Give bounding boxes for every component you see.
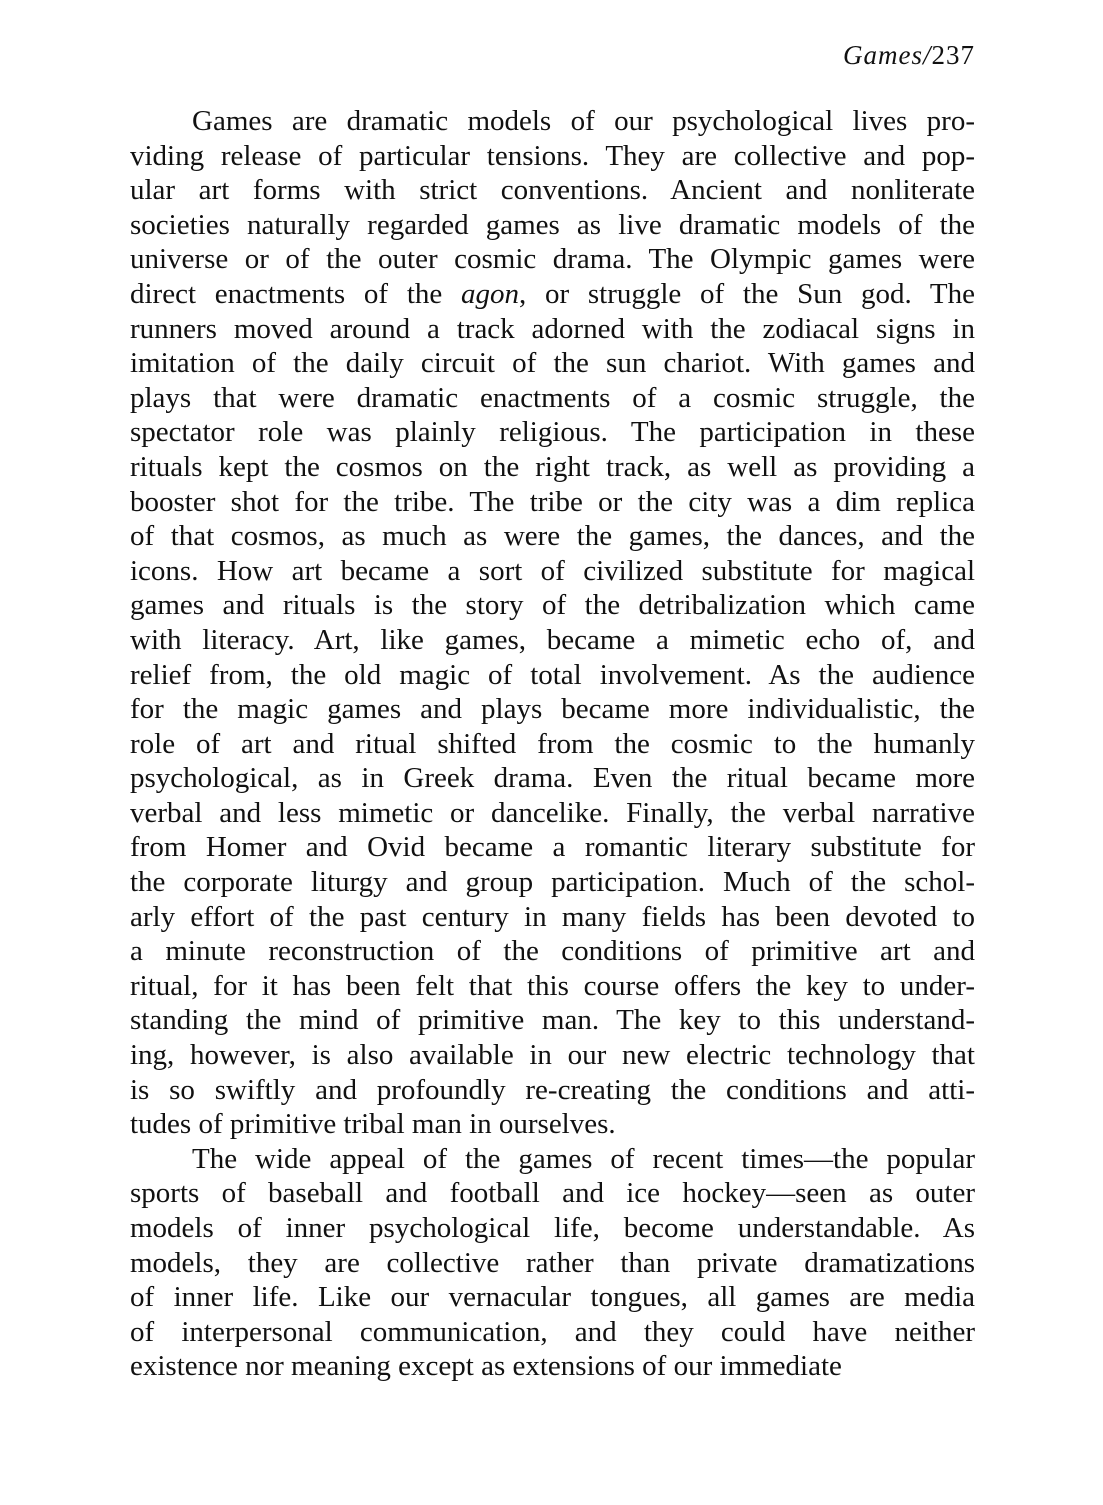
- running-head: [130, 40, 975, 70]
- text-line: ular art forms with strict conventions. Ancient and nonliterate: [130, 174, 975, 207]
- body-text: [130, 104, 975, 1384]
- book-page: [130, 40, 975, 1384]
- text-line: tudes of primitive tribal man in ourselves.: [130, 1108, 616, 1141]
- text-line: relief from, the old magic of total involvement. As the audience: [130, 658, 975, 691]
- text-line: from Homer and Ovid became a romantic literary substitute for: [130, 831, 975, 864]
- text-line: rituals kept the cosmos on the right track, as well as providing a: [130, 450, 975, 483]
- emphasized-word: agon: [460, 277, 519, 310]
- text-line: ing, however, is also available in our new electric technology that: [130, 1039, 975, 1072]
- text-line: booster shot for the tribe. The tribe or the city was a dim replica: [130, 485, 975, 518]
- text-line: psychological, as in Greek drama. Even the ritual became more: [130, 762, 975, 795]
- text-line: standing the mind of primitive man. The key to this understand-: [130, 1004, 975, 1037]
- text-line: spectator role was plainly religious. The participation in these: [130, 416, 975, 449]
- text-line: Games are dramatic models of our psychological lives pro-: [192, 105, 975, 137]
- text-line: models, they are collective rather than private dramatizations: [130, 1246, 975, 1279]
- text-line: societies naturally regarded games as live dramatic models of the: [130, 208, 975, 241]
- text-line: role of art and ritual shifted from the cosmic to the humanly: [130, 727, 975, 760]
- text-line: a minute reconstruction of the conditions of primitive art and: [130, 935, 975, 968]
- text-line: verbal and less mimetic or dancelike. Finally, the verbal narrative: [130, 796, 975, 829]
- text-line: is so swiftly and profoundly re-creating the conditions and atti-: [130, 1073, 975, 1106]
- paragraph-1: [130, 104, 975, 1142]
- text-line: runners moved around a track adorned with the zodiacal signs in: [130, 312, 975, 345]
- text-line: ritual, for it has been felt that this course offers the key to under-: [130, 969, 975, 1002]
- text-line: plays that were dramatic enactments of a cosmic struggle, the: [130, 381, 975, 414]
- text-line: arly effort of the past century in many fields has been devoted to: [130, 900, 975, 933]
- running-title: Games/: [843, 40, 932, 70]
- paragraph-2: [130, 1142, 975, 1384]
- text-line: with literacy. Art, like games, became a mimetic echo of, and: [130, 623, 975, 656]
- page-number: 237: [931, 40, 975, 70]
- text-line: for the magic games and plays became more individualistic, the: [130, 693, 975, 726]
- text-line: direct enactments of the agon, or struggle of the Sun god. The: [130, 277, 975, 310]
- text-line: of that cosmos, as much as were the games, the dances, and the: [130, 520, 975, 553]
- text-line: the corporate liturgy and group participation. Much of the schol-: [130, 866, 975, 899]
- text-line: of inner life. Like our vernacular tongues, all games are media: [130, 1281, 975, 1314]
- text-line: viding release of particular tensions. They are collective and pop-: [130, 139, 975, 172]
- text-line: universe or of the outer cosmic drama. The Olympic games were: [130, 243, 975, 276]
- text-line: icons. How art became a sort of civilized substitute for magical: [130, 554, 975, 587]
- text-line: existence nor meaning except as extensions of our immediate: [130, 1350, 842, 1383]
- text-line: imitation of the daily circuit of the sun chariot. With games and: [130, 347, 975, 380]
- text-line: games and rituals is the story of the detribalization which came: [130, 589, 975, 622]
- text-line: The wide appeal of the games of recent times—the popular: [192, 1142, 975, 1175]
- text-line: of interpersonal communication, and they could have neither: [130, 1315, 975, 1348]
- text-line: sports of baseball and football and ice hockey—seen as outer: [130, 1177, 975, 1210]
- text-line: models of inner psychological life, become understandable. As: [130, 1212, 975, 1244]
